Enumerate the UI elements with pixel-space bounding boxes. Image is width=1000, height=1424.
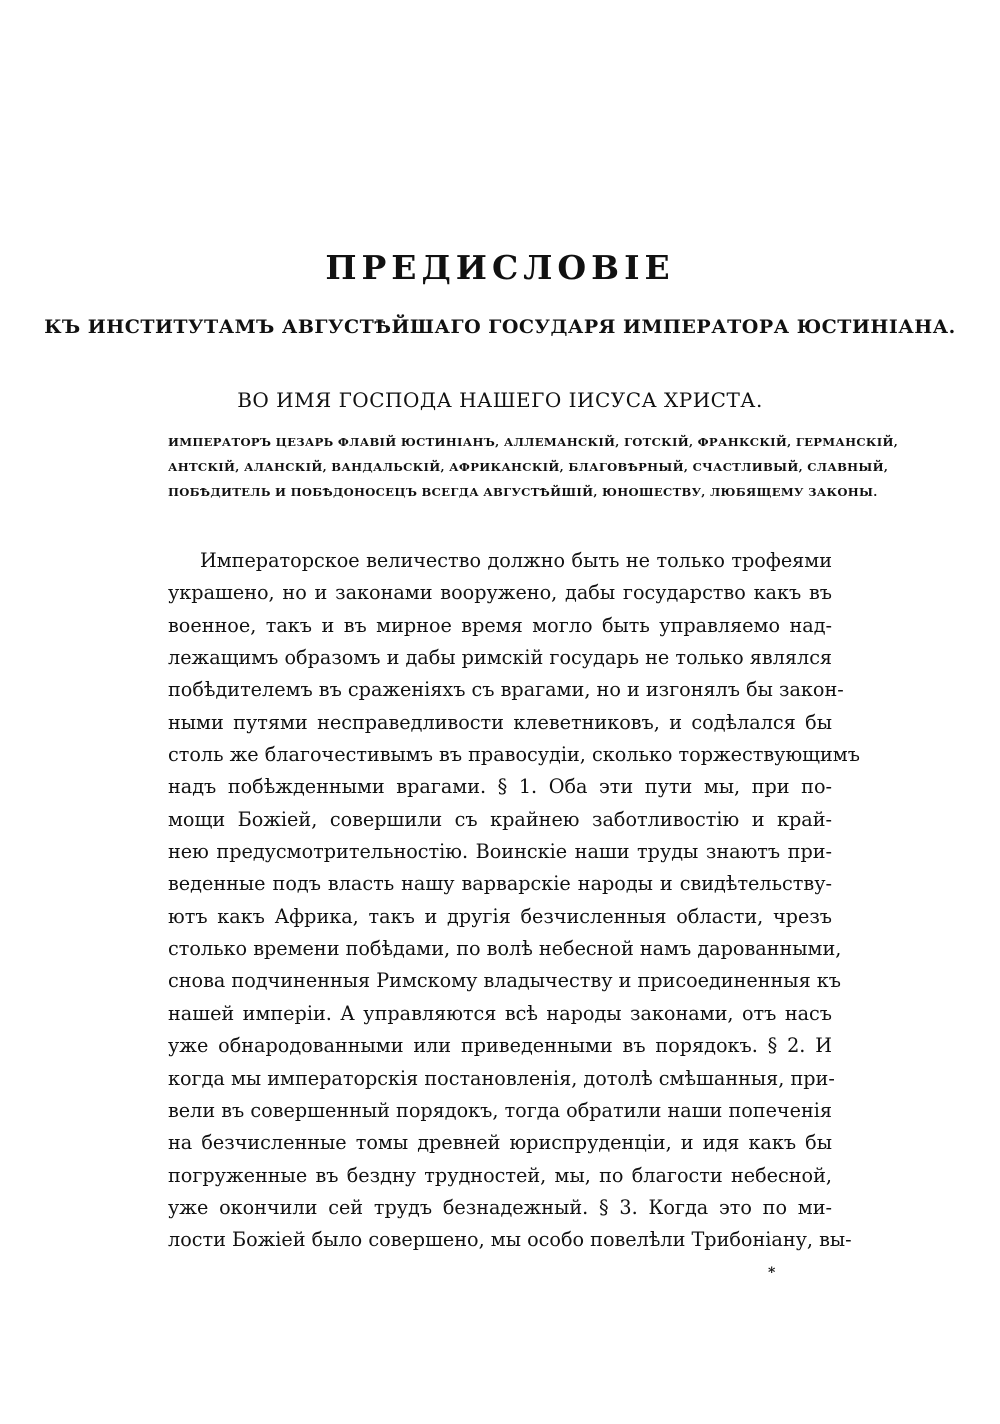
text-line: столь же благочестивымъ въ правосудiи, сколько торжествующимъ (168, 743, 860, 767)
text-line: ютъ какъ Африка, такъ и другiя безчисленныя области, чрезъ (168, 904, 832, 928)
text-line: снова подчиненныя Римскому владычеству и присоединенныя къ (168, 969, 841, 993)
text-line: нею предусмотрительностiю. Воинскiе наши труды знаютъ при- (168, 840, 832, 864)
invocation-line: ВО ИМЯ ГОСПОДА НАШЕГО IИСУСА ХРИСТА. (237, 388, 763, 412)
body-paragraph (168, 545, 860, 1257)
text-line: столько времени побѣдами, по волѣ небесной намъ дарованными, (168, 937, 842, 961)
text-line: мощи Божiей, совершили съ крайнею заботливостiю и край- (168, 807, 832, 831)
text-line: украшено, но и законами вооружено, дабы государство какъ въ (168, 581, 832, 605)
text-line: вели въ совершенный порядокъ, тогда обратили наши попеченiя (168, 1098, 832, 1122)
imperial-address (168, 430, 899, 505)
text-line: военное, такъ и въ мирное время могло быть управляемо над- (168, 613, 832, 637)
text-line: надъ побѣжденными врагами. § 1. Оба эти пути мы, при по- (168, 775, 832, 799)
text-line: лежащимъ образомъ и дабы римскiй государь не только являлся (168, 646, 833, 670)
text-line: ными путями несправедливости клеветниковъ, и содѣлался бы (168, 710, 832, 734)
address-line: АНТСКIЙ, АЛАНСКIЙ, ВАНДАЛЬСКIЙ, АФРИКАНСКIЙ, БЛАГОВѢРНЫЙ, СЧАСТЛИВЫЙ, СЛАВНЫЙ, (168, 460, 889, 474)
text-line: погруженные въ бездну трудностей, мы, по благости небесной, (168, 1163, 832, 1187)
text-line: уже обнародованными или приведенными въ порядокъ. § 2. И (168, 1034, 832, 1058)
text-line: лости Божiей было совершено, мы особо повелѣли Трибонiану, вы- (168, 1228, 852, 1252)
text-line: на безчисленные томы древней юриспруденцiи, и идя какъ бы (168, 1131, 832, 1155)
signature-mark: * (768, 1265, 776, 1281)
text-line: Императорское величество должно быть не только трофеями (200, 549, 832, 572)
text-line: когда мы императорскiя постановленiя, дотолѣ смѣшанныя, при- (168, 1066, 835, 1090)
address-line: ПОБѢДИТЕЛЬ И ПОБѢДОНОСЕЦЪ ВСЕГДА АВГУСТѢЙШIЙ, ЮНОШЕСТВУ, ЛЮБЯЩЕМУ ЗАКОНЫ. (168, 485, 878, 499)
text-line: уже окончили сей трудъ безнадежный. § 3. Когда это по ми- (168, 1195, 832, 1219)
address-line: ИМПЕРАТОРЪ ЦЕЗАРЬ ФЛАВIЙ ЮСТИНIАНЪ, АЛЛЕМАНСКIЙ, ГОТСКIЙ, ФРАНКСКIЙ, ГЕРМАНСКIЙ, (168, 435, 899, 449)
text-line: побѣдителемъ въ сраженiяхъ съ врагами, но и изгонялъ бы закон- (168, 678, 844, 702)
text-line: веденные подъ власть нашу варварскiе народы и свидѣтельству- (168, 872, 832, 896)
text-line: нашей имперiи. А управляются всѣ народы законами, отъ насъ (168, 1001, 832, 1025)
page-subtitle: КЪ ИНСТИТУТАМЪ АВГУСТѢЙШАГО ГОСУДАРЯ ИМПЕРАТОРА ЮСТИНIАНА. (44, 316, 956, 338)
page-title: ПРЕДИСЛОВIЕ (325, 248, 675, 287)
